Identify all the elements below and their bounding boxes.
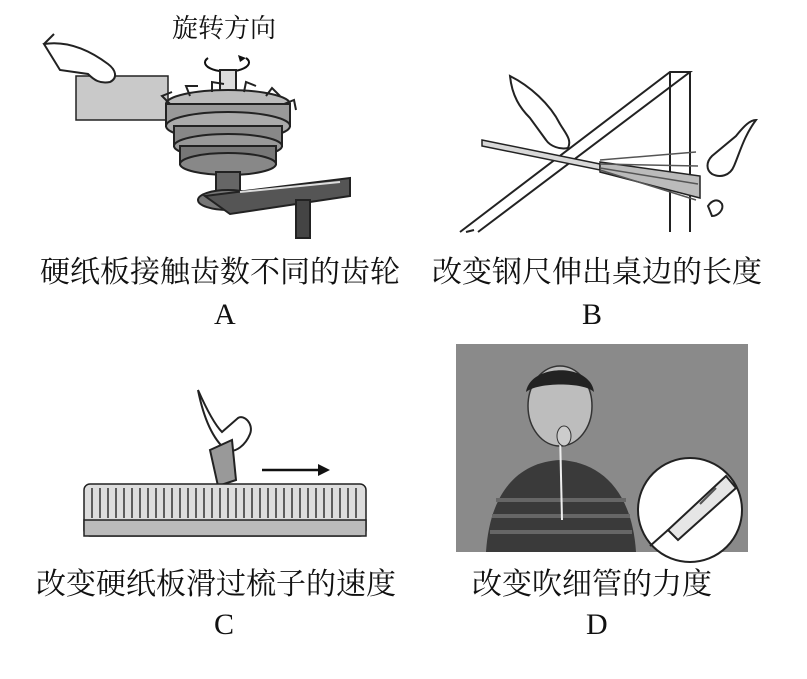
- label-a: A: [214, 298, 236, 331]
- gear-illustration: [0, 0, 400, 250]
- table-edge-icon: [460, 72, 690, 232]
- label-c: C: [214, 608, 235, 641]
- tube-inset-icon: [638, 458, 742, 562]
- label-d: D: [586, 608, 608, 641]
- gear-stack-icon: [162, 70, 296, 202]
- panel-a: [0, 0, 400, 340]
- panel-b: [400, 0, 807, 340]
- caption-c: 改变硬纸板滑过梳子的速度: [36, 567, 396, 602]
- boy-blowing-tube-photo: [400, 340, 807, 570]
- panel-d: [400, 340, 807, 679]
- motion-arrow-icon: [262, 464, 330, 476]
- caption-a: 硬纸板接触齿数不同的齿轮: [40, 255, 400, 290]
- label-b: B: [582, 298, 603, 331]
- comb-illustration: [0, 340, 400, 570]
- panel-c: [0, 340, 400, 679]
- hand-plucking-icon: [708, 120, 757, 216]
- hand-with-card-icon: [198, 390, 251, 486]
- rotation-direction-label: 旋转方向: [172, 14, 277, 44]
- caption-b: 改变钢尺伸出桌边的长度: [432, 255, 762, 290]
- caption-d: 改变吹细管的力度: [472, 567, 712, 602]
- comb-icon: [84, 484, 366, 536]
- ruler-illustration: [400, 0, 807, 250]
- hand-pressing-icon: [510, 76, 569, 149]
- hand-with-card-icon: [44, 34, 168, 120]
